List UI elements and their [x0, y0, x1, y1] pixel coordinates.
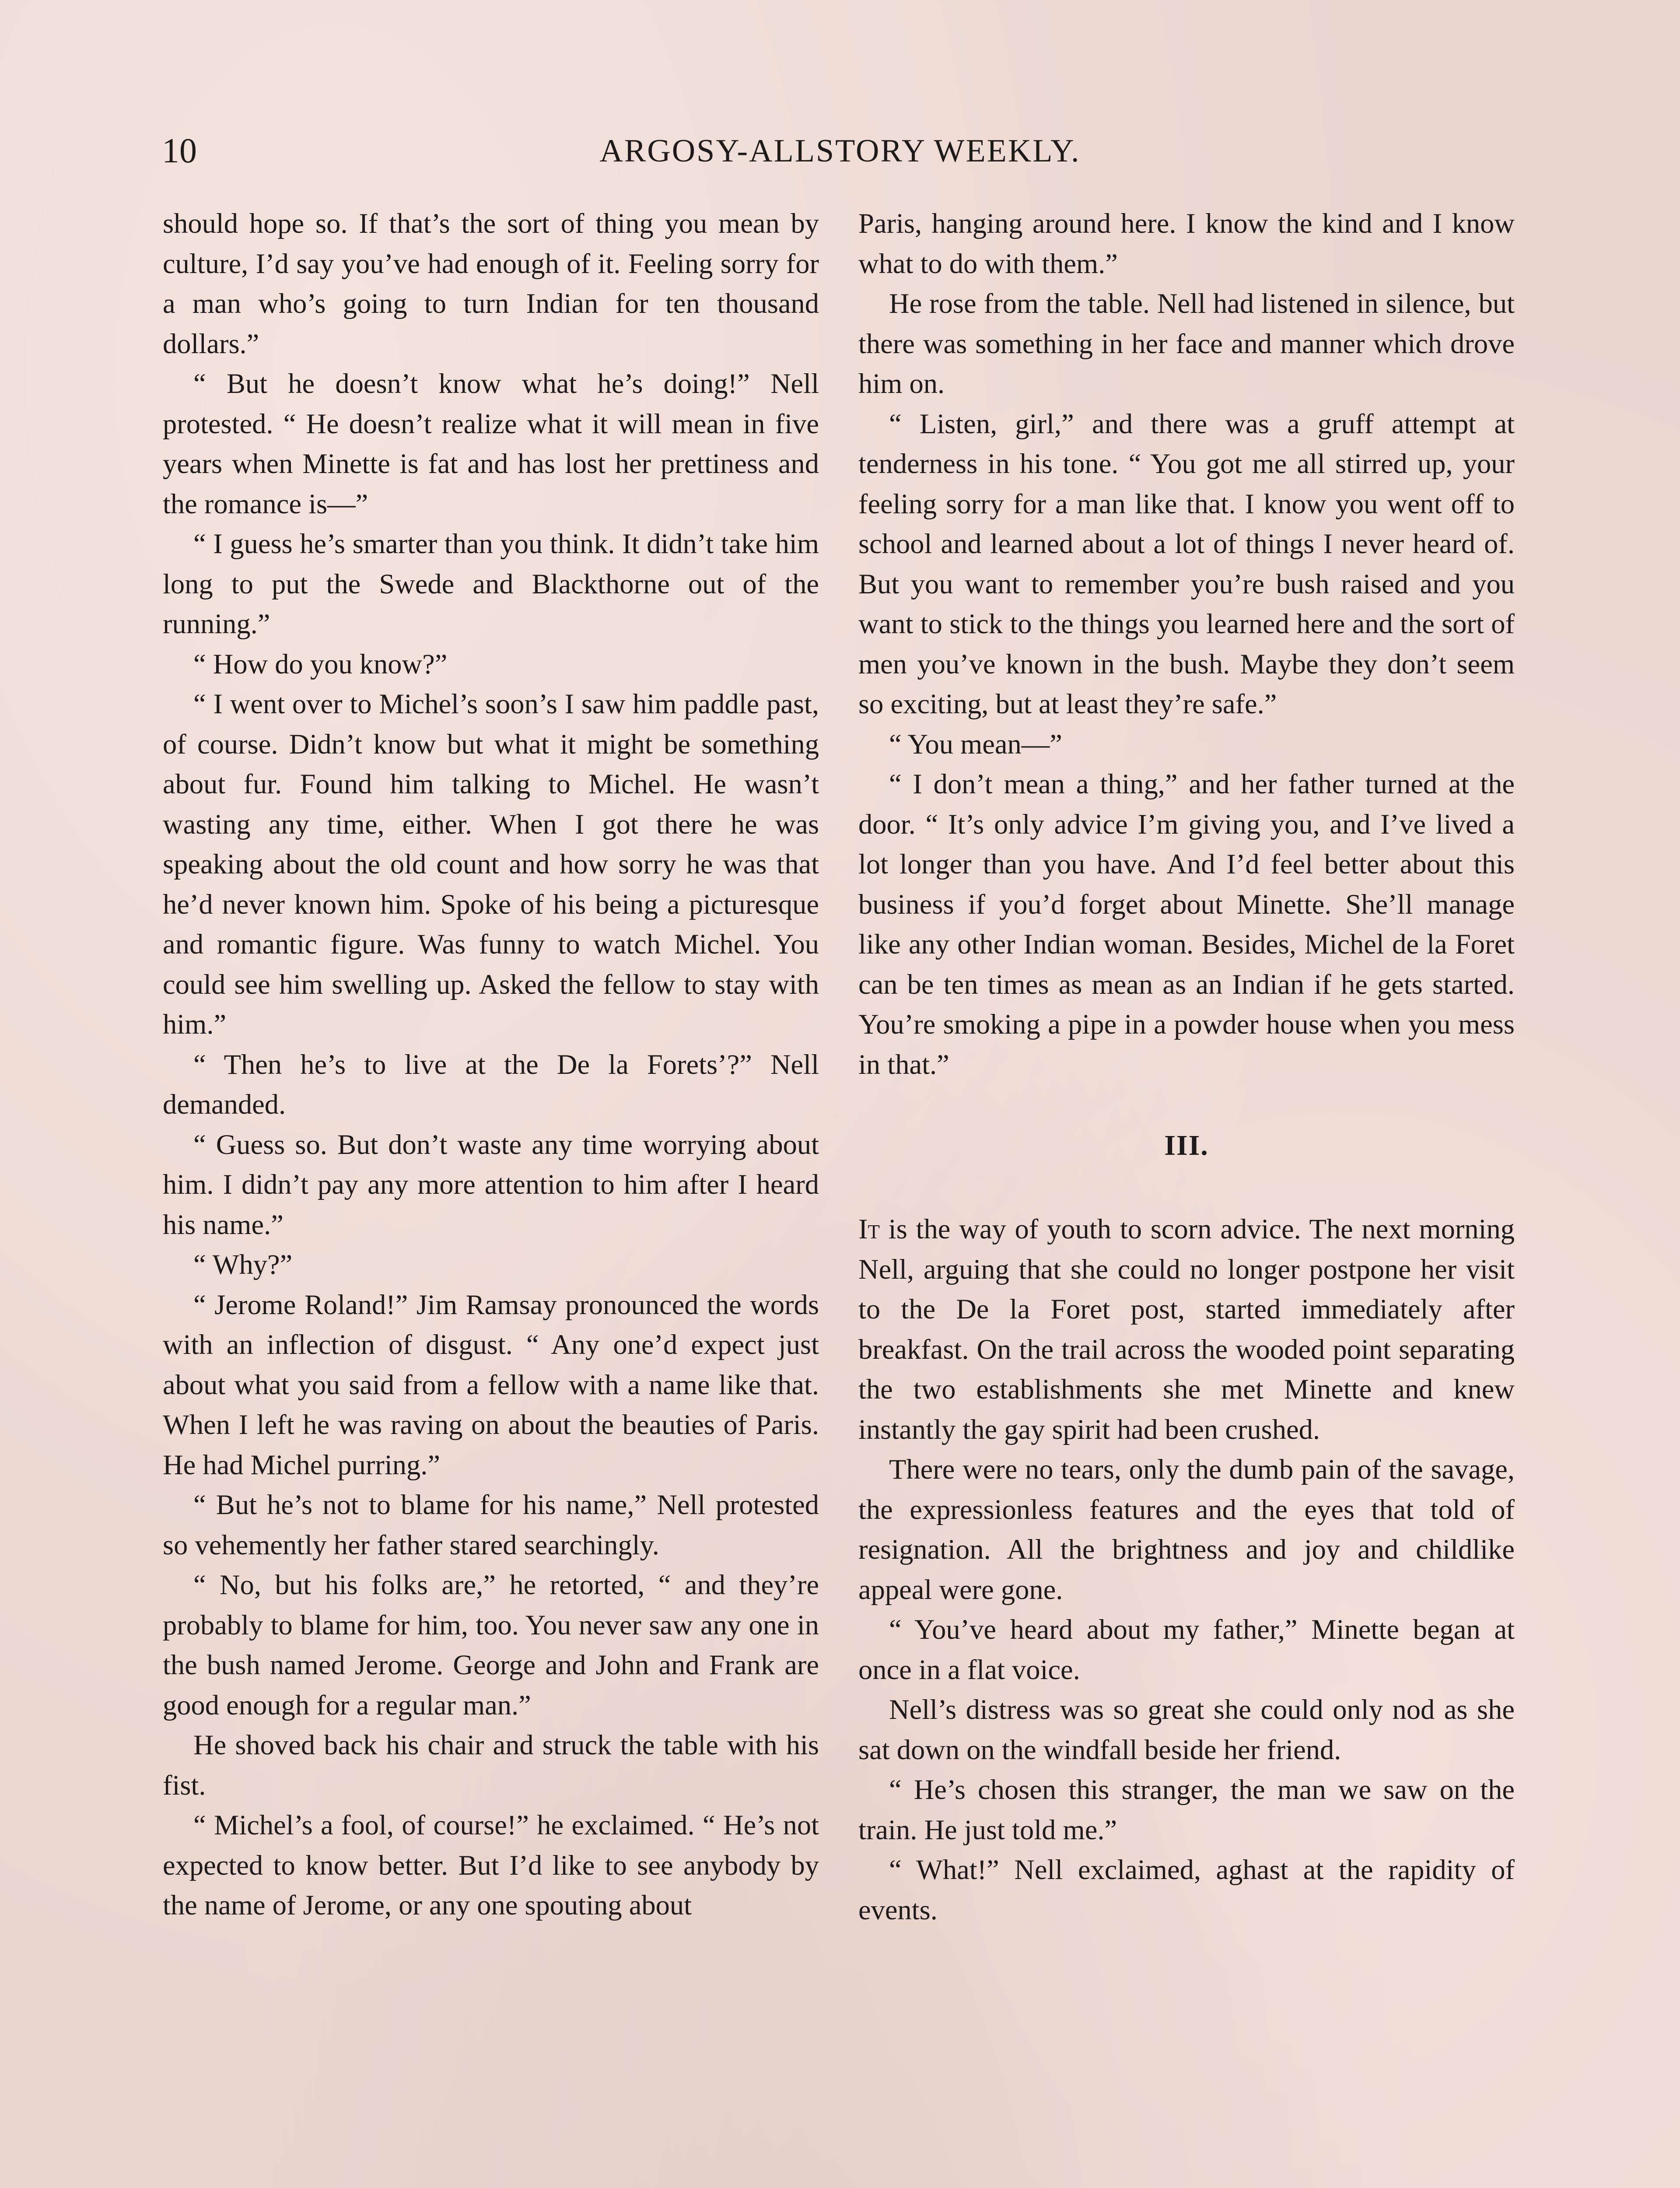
paragraph: “ But he doesn’t know what he’s doing!” Nell protested. “ He doesn’t realize what it will mean in five years when Minette is fat and has lost her prettiness and the romance is—” — [163, 368, 819, 519]
paragraph: “ You mean—” — [889, 728, 1062, 760]
paragraph: There were no tears, only the dumb pain of the savage, the expressionless features and the eyes that told of resignation. All the brightness and joy and childlike appeal were gone. — [858, 1454, 1515, 1605]
lead-word: It — [858, 1213, 880, 1245]
paragraph: Paris, hanging around here. I know the kind and I know what to do with them.” — [858, 208, 1515, 279]
running-head: ARGOSY-ALLSTORY WEEKLY. — [599, 133, 1081, 169]
paragraph: “ But he’s not to blame for his name,” Nell protested so vehemently her father stared searchingly. — [163, 1489, 819, 1560]
section-heading: III. — [1164, 1129, 1209, 1161]
paragraph: “ I went over to Michel’s soon’s I saw him paddle past, of course. Didn’t know but what it might be something about fur. Found him talking to Michel. He wasn’t wasting any time, either. When I got there he was speaking about the old count and how sorry he was that he’d never known him. Spoke of his being a picturesque and romantic figure. Was funny to watch Michel. You could see him swelling up. Asked the fellow to stay with him.” — [163, 688, 819, 1040]
paragraph: “ Listen, girl,” and there was a gruff attempt at tenderness in his tone. “ You got me all stirred up, your feeling sorry for a man like that. I know you went off to school and learned about a lot of things I never heard of. But you want to remember you’re bush raised and you want to stick to the things you learned here and the sort of men you’ve known in the bush. Maybe they don’t seem so exciting, but at least they’re safe.” — [858, 408, 1515, 719]
paragraph: “ Guess so. But don’t waste any time worrying about him. I didn’t pay any more attention to him after I heard his name.” — [163, 1129, 819, 1240]
paragraph: “ Why?” — [193, 1249, 293, 1280]
paragraph: “ I guess he’s smarter than you think. It didn’t take him long to put the Swede and Blackthorne out of the running.” — [163, 528, 819, 639]
paragraph: “ Michel’s a fool, of course!” he exclaimed. “ He’s not expected to know better. But I’d like to see anybody by the name of Jerome, or any one spouting about — [163, 1809, 819, 1921]
paragraph: “ Jerome Roland!” Jim Ramsay pronounced the words with an inflection of disgust. “ Any one’d expect just about what you said from a fellow with a name like that. When I left he was raving on about the beauties of Paris. He had Michel purring.” — [163, 1289, 819, 1480]
paragraph: “ What!” Nell exclaimed, aghast at the rapidity of events. — [858, 1854, 1515, 1925]
paragraph: He rose from the table. Nell had listened in silence, but there was something in her face and manner which drove him on. — [858, 288, 1515, 399]
paragraph: “ You’ve heard about my father,” Minette began at once in a flat voice. — [858, 1614, 1515, 1685]
paragraph: “ How do you know?” — [193, 648, 448, 680]
right-column — [858, 203, 1515, 1930]
paragraph: “ No, but his folks are,” he retorted, “ and they’re probably to blame for him, too. You never saw any one in the bush named Jerome. George and John and Frank are good enough for a regular man.” — [163, 1569, 819, 1721]
paragraph: “ Then he’s to live at the De la Forets’?” Nell demanded. — [163, 1048, 819, 1120]
paragraph: “ I don’t mean a thing,” and her father turned at the door. “ It’s only advice I’m giving you, and I’ve lived a lot longer than you have. And I’d feel better about this business if you’d forget about Minette. She’ll manage like any other Indian woman. Besides, Michel de la Foret can be ten times as mean as an Indian if he gets started. You’re smoking a pipe in a powder house when you mess in that.” — [858, 768, 1515, 1080]
paragraph: should hope so. If that’s the sort of thing you mean by culture, I’d say you’ve had enough of it. Feeling sorry for a man who’s going to turn Indian for ten thousand dollars.” — [163, 208, 819, 359]
paragraph: He shoved back his chair and struck the table with his fist. — [163, 1729, 819, 1801]
page-header — [162, 127, 1518, 179]
lead-rest: is the way of youth to scorn advice. The next morning Nell, arguing that she could no longer postpone her visit to the De la Foret post, started immediately after breakfast. On the trail across the wooded point separating the two establishments she met Minette and knew instantly the gay spirit had been crushed. — [858, 1213, 1515, 1445]
paragraph: Nell’s distress was so great she could only nod as she sat down on the windfall beside her friend. — [858, 1694, 1515, 1765]
paragraph: “ He’s chosen this stranger, the man we saw on the train. He just told me.” — [858, 1774, 1515, 1845]
left-column — [163, 203, 819, 1925]
section-opening-paragraph — [858, 1209, 1515, 1449]
page-number: 10 — [162, 132, 197, 170]
